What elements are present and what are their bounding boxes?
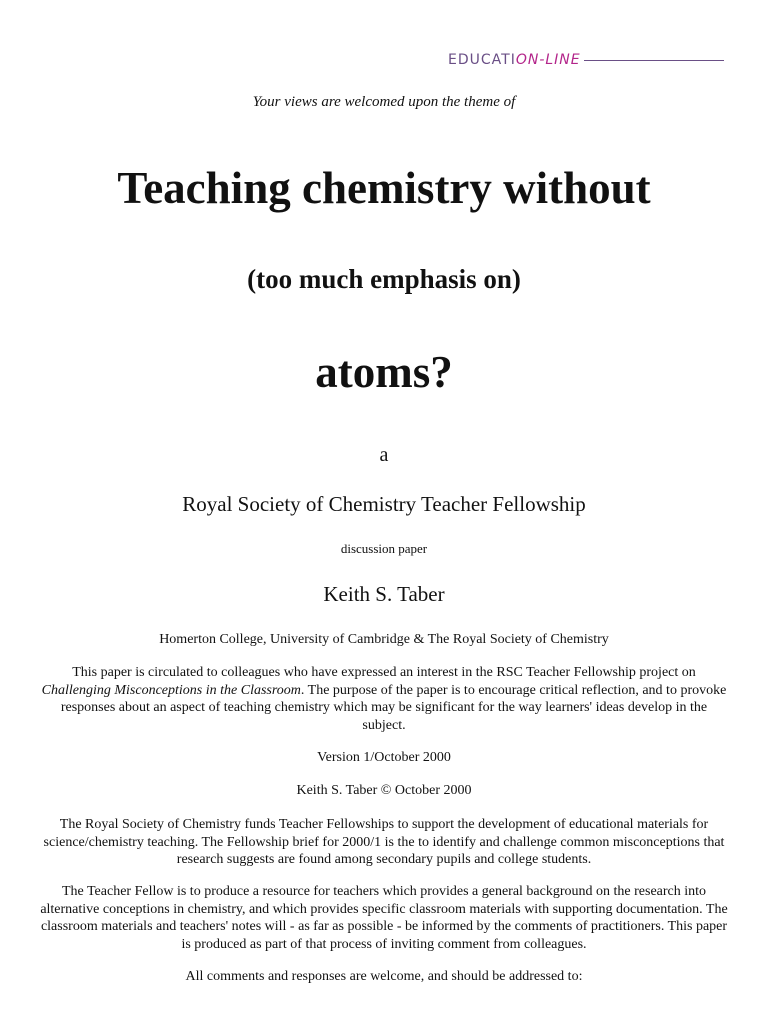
intro-text: Your views are welcomed upon the theme of <box>252 94 516 110</box>
paragraph-2: The Royal Society of Chemistry funds Teacher Fellowships to support the development of educational materials for science/chemistry teaching. The Fellowship brief for 2000/1 is the to identify and challenge common misconceptions that research suggests are found among secondary pupils and college students. <box>43 817 725 867</box>
affiliation: Homerton College, University of Cambridge & The Royal Society of Chemistry <box>159 632 609 647</box>
logo-text-part1: EDUCATI <box>448 52 516 68</box>
logo-text-part2: ON-LINE <box>515 52 581 68</box>
a-line: a <box>379 444 389 466</box>
paragraph-4: All comments and responses are welcome, and should be addressed to: <box>185 969 583 984</box>
paragraph-3: The Teacher Fellow is to produce a resource for teachers which provides a general background on the research into alternative conceptions in chemistry, and which provides specific classroom materials with supporting documentation. The classroom materials and teachers' notes will - as far as possible - be informed by the comments of practitioners. This paper is produced as part of that process of inviting comment from colleagues. <box>40 884 728 952</box>
title-line-3: atoms? <box>315 347 453 397</box>
discussion-paper-label: discussion paper <box>340 541 428 556</box>
logo-text <box>448 52 581 68</box>
logo-rule <box>584 60 724 61</box>
version-line: Version 1/October 2000 <box>317 750 451 765</box>
fellowship-heading: Royal Society of Chemistry Teacher Fellowship <box>182 492 586 516</box>
paragraph-1-before: This paper is circulated to colleagues who have expressed an interest in the RSC Teacher Fellowship project on <box>72 665 696 680</box>
author-name: Keith S. Taber <box>323 582 445 606</box>
copyright-line: Keith S. Taber © October 2000 <box>296 783 472 798</box>
paragraph-1 <box>40 664 728 734</box>
title-line-2: (too much emphasis on) <box>247 264 521 294</box>
education-line-logo <box>448 50 724 70</box>
title-line-1: Teaching chemistry without <box>117 163 651 213</box>
paragraph-1-after: . The purpose of the paper is to encourage critical reflection, and to provoke responses about an aspect of teaching chemistry which may be significant for the way learners' ideas develop in the subject. <box>60 682 727 733</box>
project-title: Challenging Misconceptions in the Classroom <box>41 682 301 698</box>
